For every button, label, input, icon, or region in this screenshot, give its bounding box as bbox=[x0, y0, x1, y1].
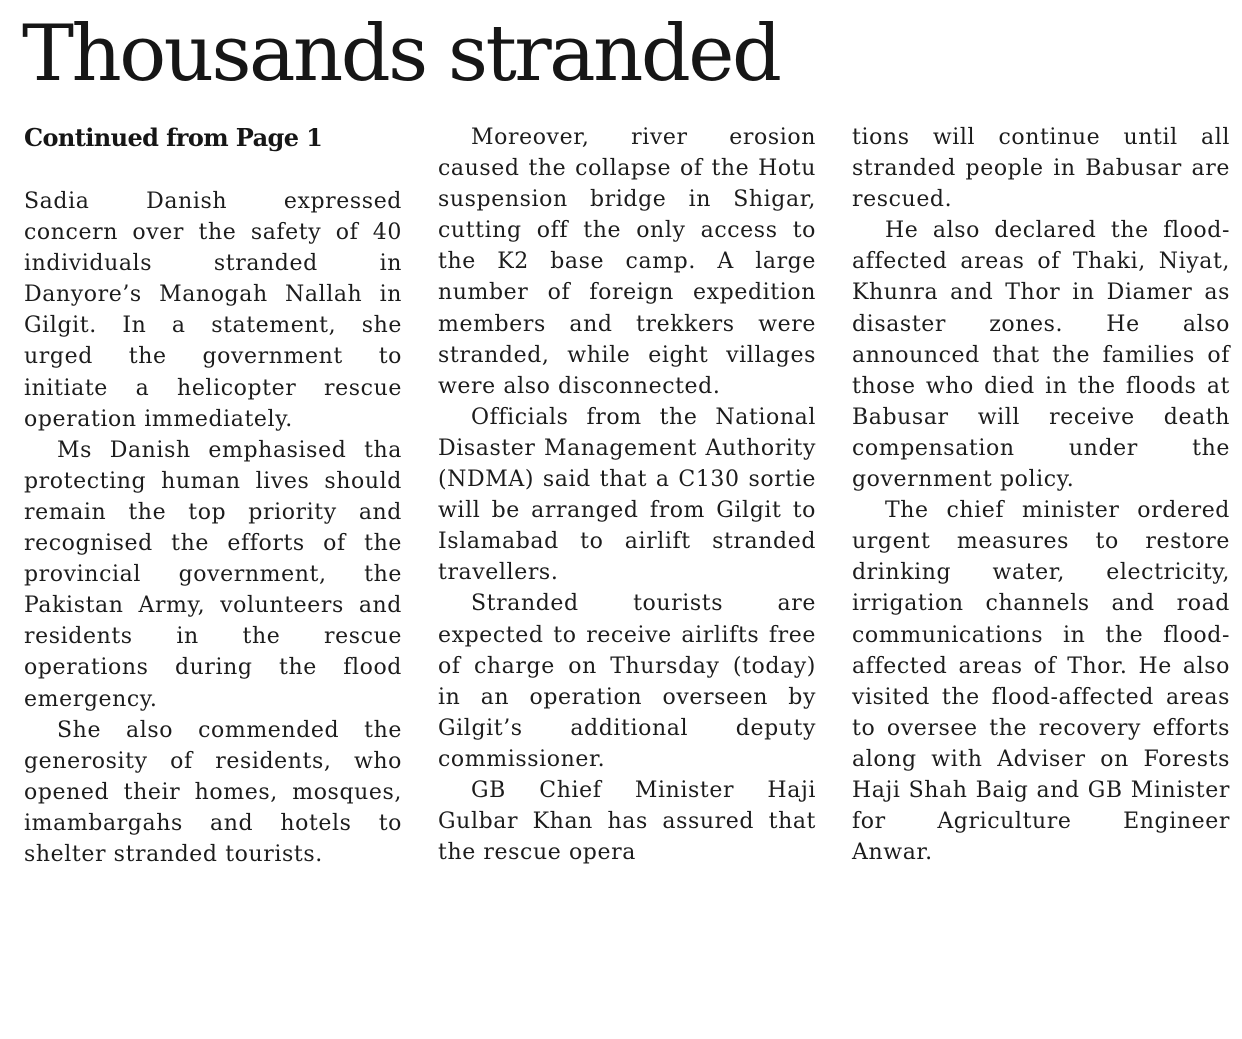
article-column-2 bbox=[438, 122, 816, 870]
paragraph: Ms Danish emphasised tha protecting human lives should remain the top priority and recognised the efforts of the provincial government, the Pakistan Army, volunteers and residents in the rescue operations during the flood emergency. bbox=[24, 437, 402, 712]
paragraph: Sadia Danish expressed concern over the safety of 40 individuals stranded in Danyore’s Manogah Nallah in Gilgit. In a statement, she urged the government to initiate a helicopter rescue operation immediately. bbox=[24, 189, 402, 432]
headline: Thousands stranded bbox=[22, 9, 780, 99]
paragraph: Stranded tourists are expected to receive airlifts free of charge on Thursday (today) in an operation overseen by Gilgit’s additional deputy commissioner. bbox=[438, 591, 816, 772]
article-column-1 bbox=[24, 122, 402, 870]
paragraph: tions will continue until all stranded people in Babusar are rescued. bbox=[852, 125, 1230, 213]
paragraph: Moreover, river erosion caused the collapse of the Hotu suspension bridge in Shigar, cutting off the only access to the K2 base camp. A large number of foreign expedition members and trekkers were stranded, while eight villages were also disconnected. bbox=[438, 125, 816, 399]
article-columns bbox=[24, 122, 1230, 870]
paragraph: The chief minister ordered urgent measures to restore drinking water, electricity, irrigation channels and road communications in the flood-affected areas of Thor. He also visited the flood-affected areas to oversee the recovery efforts along with Adviser on Forests Haji Shah Baig and GB Minister for Agriculture Engineer Anwar. bbox=[852, 498, 1230, 866]
paragraph: Officials from the National Disaster Management Authority (NDMA) said that a C130 sortie will be arranged from Gilgit to Islamabad to airlift stranded travellers. bbox=[438, 404, 816, 586]
continued-from-label: Continued from Page 1 bbox=[24, 123, 323, 152]
paragraph: He also declared the flood-affected areas of Thaki, Niyat, Khunra and Thor in Diamer as disaster zones. He also announced that the families of those who died in the floods at Babusar will receive death compensation under the government policy. bbox=[852, 218, 1230, 493]
paragraph: She also commended the generosity of residents, who opened their homes, mosques, imambargahs and hotels to shelter stranded tourists. bbox=[24, 717, 402, 867]
paragraph: GB Chief Minister Haji Gulbar Khan has assured that the rescue opera bbox=[438, 777, 816, 866]
article-column-3 bbox=[852, 122, 1230, 870]
